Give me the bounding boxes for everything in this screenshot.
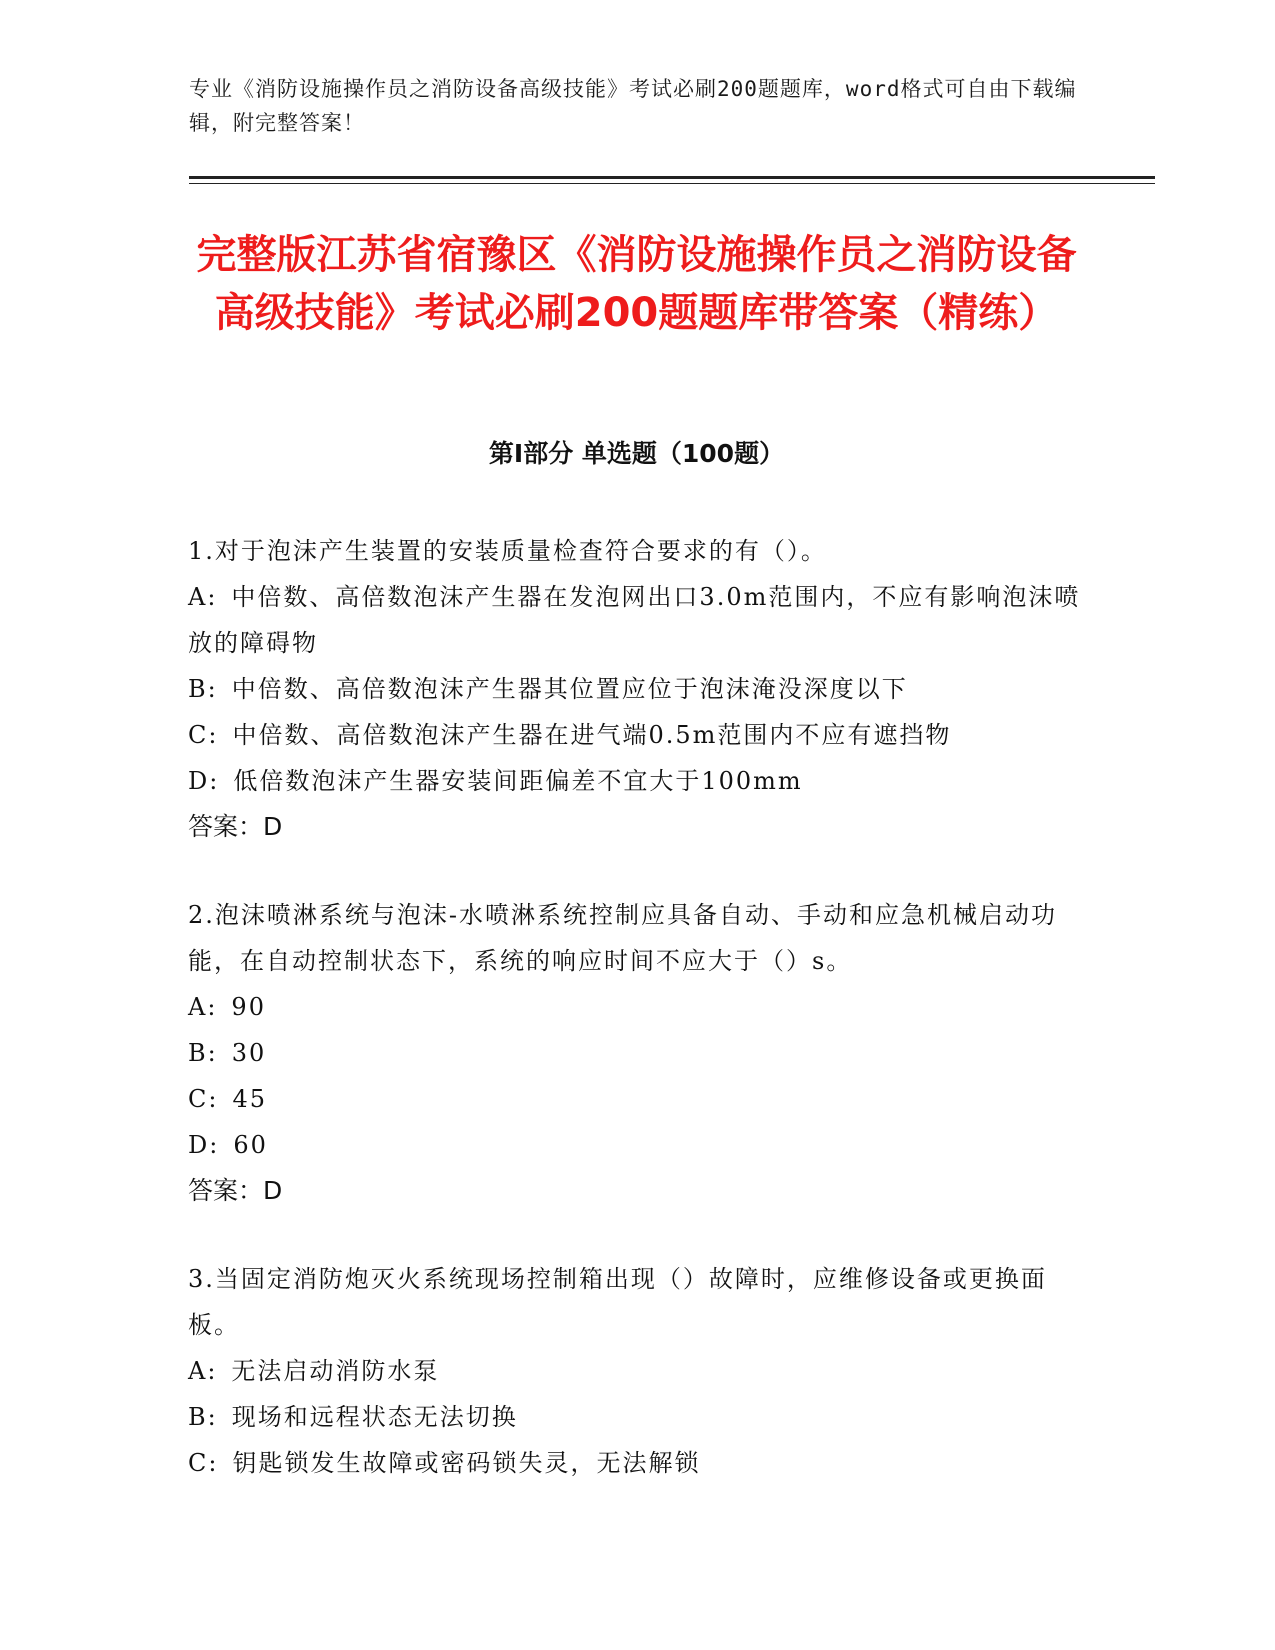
option-key: B: [188,675,218,703]
option-text: 低倍数泡沫产生器安装间距偏差不宜大于100mm [233,767,803,795]
section-title: 第Ⅰ部分 单选题（100题） [488,439,785,468]
option-key: C: [188,1449,219,1477]
question-1 [188,528,1088,850]
question-list [188,528,1088,1528]
option-b [188,666,1088,712]
header-note: 专业《消防设施操作员之消防设备高级技能》考试必刷200题题库，word格式可自由下载编辑，附完整答案！ [189,77,1077,135]
option-d [188,758,1088,804]
header-divider-thin [189,183,1155,184]
option-key: A: [188,583,218,611]
option-key: C: [188,1085,219,1113]
option-text: 90 [231,993,266,1021]
option-text: 无法启动消防水泵 [231,1357,440,1385]
option-a [188,1348,1088,1394]
option-text: 中倍数、高倍数泡沫产生器其位置应位于泡沫淹没深度以下 [231,675,908,703]
option-text: 60 [233,1131,268,1159]
question-2 [188,892,1088,1214]
question-3 [188,1256,1088,1486]
answer-line [188,1168,1088,1214]
option-c [188,1076,1088,1122]
question-stem: 1.对于泡沫产生装置的安装质量检查符合要求的有（）。 [188,537,827,565]
option-a [188,984,1088,1030]
option-c [188,712,1088,758]
option-key: A: [188,1357,218,1385]
question-stem: 3.当固定消防炮灭火系统现场控制箱出现（）故障时，应维修设备或更换面板。 [188,1265,1047,1339]
option-a [188,574,1088,666]
option-text: 中倍数、高倍数泡沫产生器在进气端0.5m范围内不应有遮挡物 [232,721,952,749]
header-divider-thick [189,176,1155,179]
option-b [188,1030,1088,1076]
option-text: 钥匙锁发生故障或密码锁失灵，无法解锁 [232,1449,701,1477]
answer-value: D [263,1176,283,1205]
option-d [188,1122,1088,1168]
option-key: D: [188,1131,220,1159]
option-key: D: [188,767,220,795]
document-title: 完整版江苏省宿豫区《消防设施操作员之消防设备高级技能》考试必刷200题题库带答案（精练） [196,232,1077,336]
answer-label: 答案： [188,812,264,841]
option-key: A: [188,993,218,1021]
option-key: B: [188,1039,218,1067]
option-b [188,1394,1088,1440]
answer-label: 答案： [188,1176,264,1205]
question-stem: 2.泡沫喷淋系统与泡沫-水喷淋系统控制应具备自动、手动和应急机械启动功能，在自动控制状态下，系统的响应时间不应大于（）s。 [188,901,1058,975]
option-text: 30 [231,1039,267,1067]
answer-value: D [263,812,283,841]
option-text: 现场和远程状态无法切换 [231,1403,518,1431]
option-text: 45 [232,1085,267,1113]
option-text: 中倍数、高倍数泡沫产生器在发泡网出口3.0m范围内，不应有影响泡沫喷放的障碍物 [188,583,1081,657]
option-c [188,1440,1088,1486]
option-key: B: [188,1403,218,1431]
answer-line [188,804,1088,850]
option-key: C: [188,721,219,749]
